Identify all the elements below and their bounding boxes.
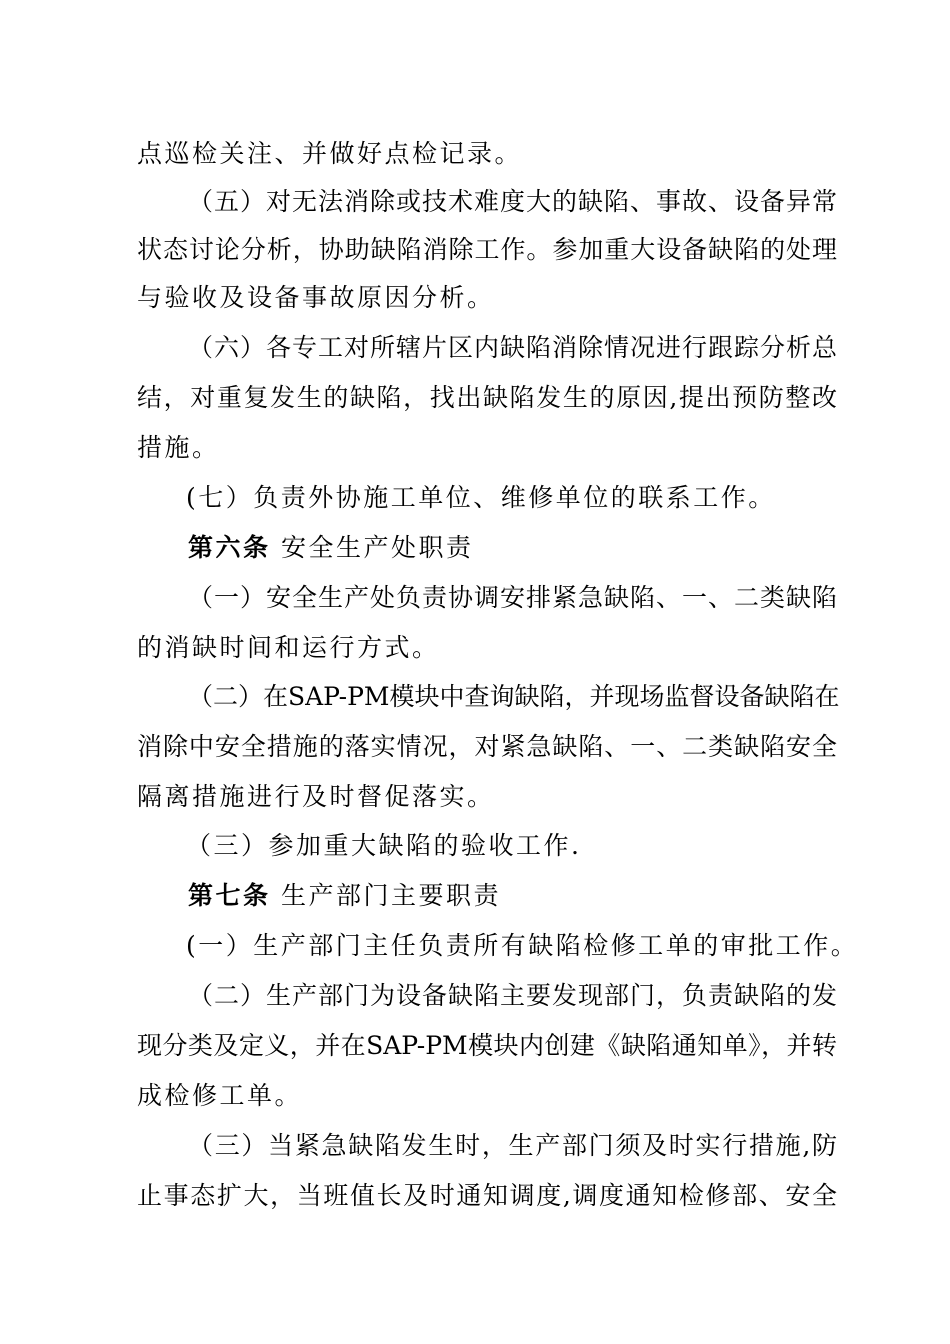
article-title: 安全生产处职责 bbox=[280, 533, 474, 562]
paragraph-line: （六）各专工对所辖片区内缺陷消除情况进行跟踪分析总 bbox=[188, 333, 837, 362]
paragraph-line: 消除中安全措施的落实情况，对紧急缺陷、一、二类缺陷安全 bbox=[137, 732, 837, 761]
paragraph-line: （五）对无法消除或技术难度大的缺陷、事故、设备异常 bbox=[188, 187, 837, 216]
article-heading-6 bbox=[188, 531, 837, 565]
article-label: 第六条 bbox=[188, 533, 271, 562]
paragraph-line: 止事态扩大，当班值长及时通知调度,调度通知检修部、安全 bbox=[137, 1181, 837, 1210]
paragraph-line: 点巡检关注、并做好点检记录。 bbox=[137, 139, 523, 168]
paragraph-line: 结，对重复发生的缺陷，找出缺陷发生的原因,提出预防整改 bbox=[137, 383, 837, 412]
paragraph-line: 与验收及设备事故原因分析。 bbox=[137, 283, 495, 312]
article-label: 第七条 bbox=[188, 881, 271, 910]
paragraph-line: 现分类及定义，并在SAP-PM模块内创建《缺陷通知单》，并转 bbox=[137, 1031, 837, 1060]
paragraph-line: （三）参加重大缺陷的验收工作. bbox=[186, 831, 582, 860]
paragraph-line: 状态讨论分析，协助缺陷消除工作。参加重大设备缺陷的处理 bbox=[137, 235, 837, 264]
paragraph-line: 的消缺时间和运行方式。 bbox=[137, 633, 440, 662]
paragraph-line: （一）安全生产处负责协调安排紧急缺陷、一、二类缺陷 bbox=[188, 583, 837, 612]
paragraph-line: (七）负责外协施工单位、维修单位的联系工作。 bbox=[186, 483, 776, 512]
paragraph-line: （二）在SAP-PM模块中查询缺陷，并现场监督设备缺陷在 bbox=[188, 682, 840, 711]
paragraph-line: （三）当紧急缺陷发生时，生产部门须及时实行措施,防 bbox=[188, 1131, 837, 1160]
article-heading-7 bbox=[188, 879, 837, 913]
paragraph-line: 成检修工单。 bbox=[137, 1081, 303, 1110]
paragraph-line: 隔离措施进行及时督促落实。 bbox=[137, 782, 495, 811]
paragraph-line: (一）生产部门主任负责所有缺陷检修工单的审批工作。 bbox=[186, 931, 859, 960]
paragraph-line: （二）生产部门为设备缺陷主要发现部门，负责缺陷的发 bbox=[188, 981, 837, 1010]
paragraph-line: 措施。 bbox=[137, 433, 220, 462]
article-title: 生产部门主要职责 bbox=[280, 881, 501, 910]
